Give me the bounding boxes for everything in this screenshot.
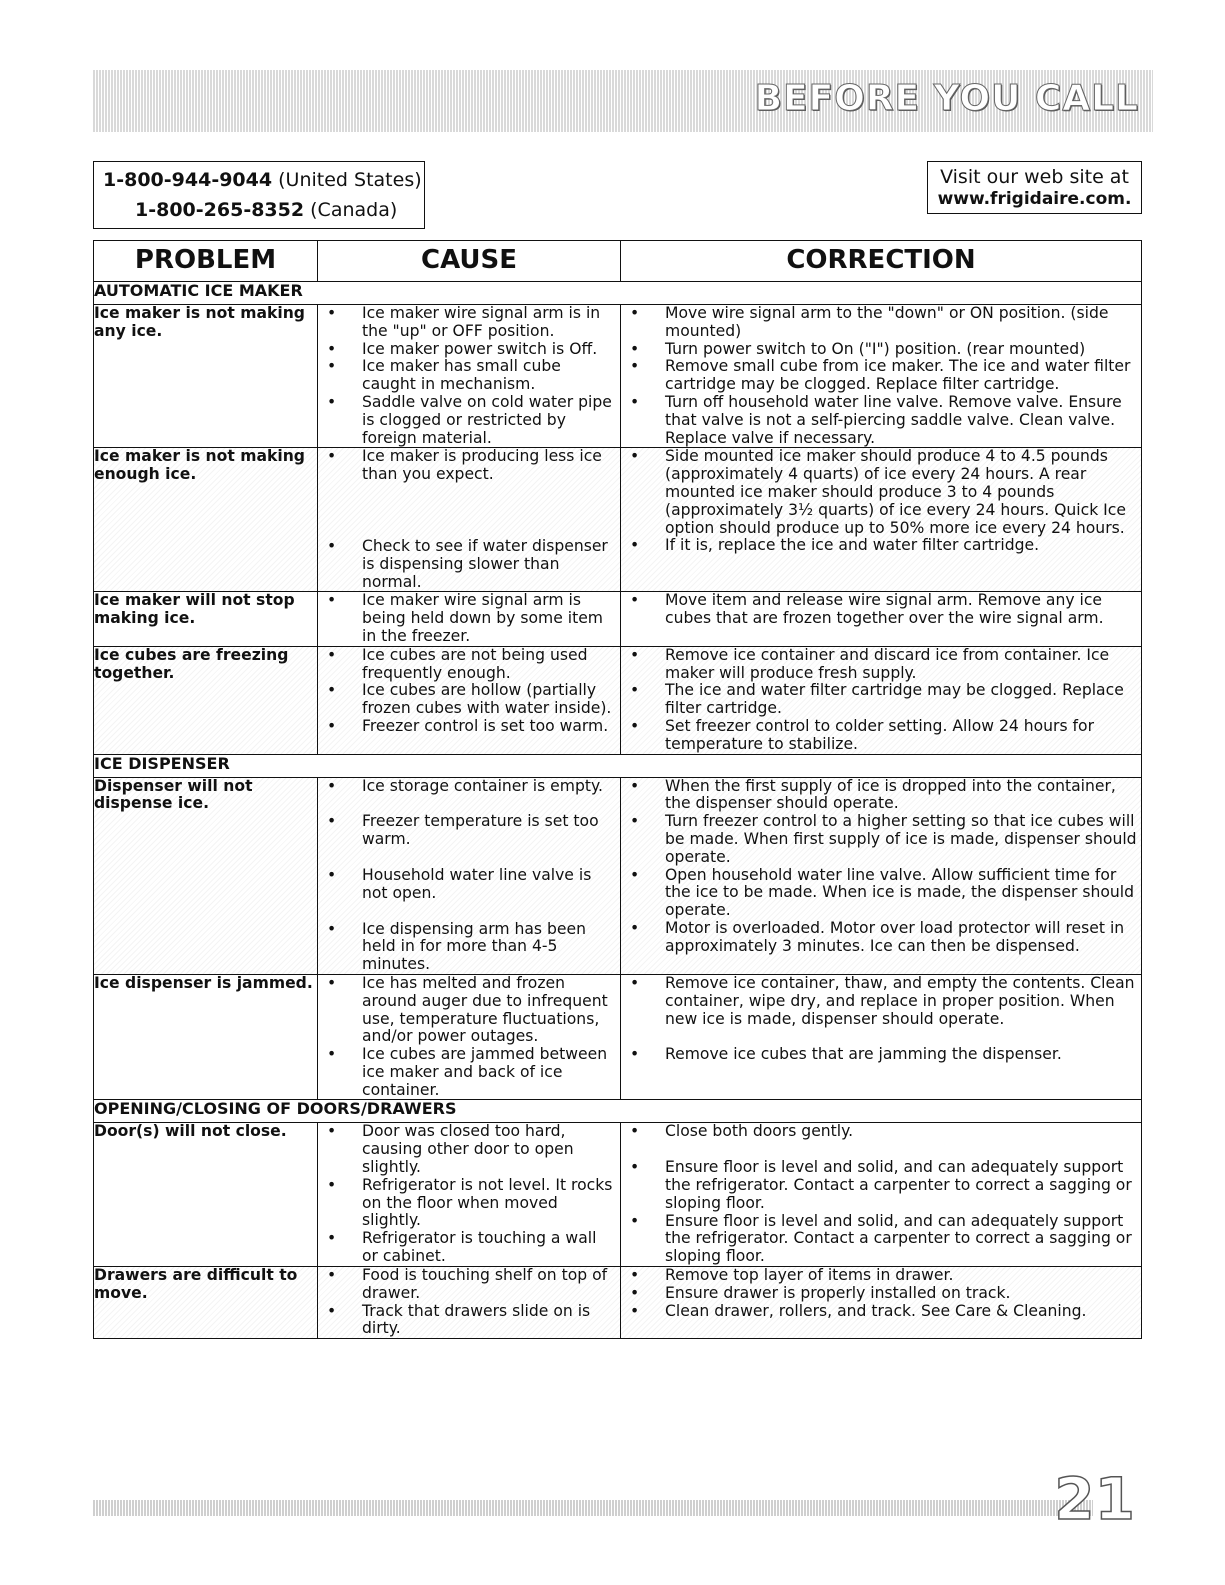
- problem-cell: Ice maker is not making any ice.: [94, 305, 318, 448]
- correction-item: • Open household water line valve. Allow sufficient time for the ice to be made. When ice is made, the dispenser should operate.: [621, 867, 1141, 920]
- website-caption: Visit our web site at: [940, 166, 1129, 188]
- cause-cell: [318, 592, 621, 646]
- header-banner: [93, 70, 1153, 132]
- correction-cell: [621, 1267, 1142, 1339]
- correction-item: • Side mounted ice maker should produce 4 to 4.5 pounds (approximately 4 quarts) of ice every 24 hours. A rear mounted ice maker should produce 3 to 4 pounds (approximately 3½ quarts) of ice every 24 hours. Quick Ice option should produce up to 50% more ice every 24 hours.: [621, 448, 1141, 537]
- section-ice-dispenser: ICE DISPENSER: [94, 754, 1142, 777]
- correction-item: • Remove top layer of items in drawer.: [621, 1267, 1141, 1285]
- website-link[interactable]: www.frigidaire.com.: [937, 189, 1132, 209]
- page-number: 21: [1054, 1465, 1135, 1533]
- correction-item: • Remove ice container and discard ice from container. Ice maker will produce fresh supply.: [621, 647, 1141, 683]
- section-row: [94, 1100, 1142, 1123]
- problem-header: PROBLEM: [94, 241, 318, 282]
- correction-item: • Ensure drawer is properly installed on track.: [621, 1285, 1141, 1303]
- correction-item: • Clean drawer, rollers, and track. See Care & Cleaning.: [621, 1303, 1141, 1321]
- correction-item: • Turn off household water line valve. Remove valve. Ensure that valve is not a self-piercing saddle valve. Clean valve. Replace valve if necessary.: [621, 394, 1141, 447]
- table-row: [94, 646, 1142, 754]
- problem-cell: Door(s) will not close.: [94, 1123, 318, 1267]
- cause-item: • Door was closed too hard, causing other door to open slightly.: [318, 1123, 620, 1176]
- correction-cell: [621, 646, 1142, 754]
- us-phone-label: (United States): [278, 169, 422, 191]
- cause-cell: [318, 305, 621, 448]
- correction-item: • Turn freezer control to a higher setting so that ice cubes will be made. When first supply of ice is made, dispenser should operate.: [621, 813, 1141, 866]
- correction-item: • Motor is overloaded. Motor over load protector will reset in approximately 3 minutes. Ice can then be dispensed.: [621, 920, 1141, 956]
- section-doors-drawers: OPENING/CLOSING OF DOORS/DRAWERS: [94, 1100, 1142, 1123]
- cause-item: • Freezer temperature is set too warm.: [318, 813, 620, 849]
- cause-item: • Ice cubes are jammed between ice maker and back of ice container.: [318, 1046, 620, 1099]
- correction-item: • Remove ice container, thaw, and empty the contents. Clean container, wipe dry, and replace in proper position. When new ice is made, dispenser should operate.: [621, 975, 1141, 1028]
- problem-cell: Ice maker will not stop making ice.: [94, 592, 318, 646]
- cause-item: • Saddle valve on cold water pipe is clogged or restricted by foreign material.: [318, 394, 620, 447]
- cause-cell: [318, 1123, 621, 1267]
- correction-item: • Remove small cube from ice maker. The ice and water filter cartridge may be clogged. Replace filter cartridge.: [621, 358, 1141, 394]
- cause-item: • Ice maker is producing less ice than you expect.: [318, 448, 620, 484]
- correction-header: CORRECTION: [621, 241, 1142, 282]
- section-ice-maker: AUTOMATIC ICE MAKER: [94, 282, 1142, 305]
- website-box: [927, 161, 1142, 214]
- problem-cell: Drawers are difficult to move.: [94, 1267, 318, 1339]
- section-row: [94, 754, 1142, 777]
- cause-item: • Ice has melted and frozen around auger due to infrequent use, temperature fluctuations, and/or power outages.: [318, 975, 620, 1046]
- ca-phone-line: [135, 199, 397, 221]
- table-row: [94, 777, 1142, 974]
- correction-item: • When the first supply of ice is dropped into the container, the dispenser should operate.: [621, 778, 1141, 814]
- correction-item: • Ensure floor is level and solid, and can adequately support the refrigerator. Contact a carpenter to correct a sagging or sloping floor.: [621, 1213, 1141, 1266]
- phone-box: [93, 161, 425, 229]
- cause-header: CAUSE: [318, 241, 621, 282]
- cause-item: • Refrigerator is touching a wall or cabinet.: [318, 1230, 620, 1266]
- header-row: [94, 241, 1142, 282]
- correction-item: • If it is, replace the ice and water filter cartridge.: [621, 537, 1141, 555]
- correction-cell: [621, 1123, 1142, 1267]
- ca-phone-number: 1-800-265-8352: [135, 199, 305, 221]
- troubleshooting-table: [93, 240, 1142, 1339]
- cause-cell: [318, 1267, 621, 1339]
- cause-item: • Food is touching shelf on top of drawer.: [318, 1267, 620, 1303]
- cause-cell: [318, 974, 621, 1100]
- correction-cell: [621, 305, 1142, 448]
- correction-item: • Close both doors gently.: [621, 1123, 1141, 1141]
- table-row: [94, 1267, 1142, 1339]
- ca-phone-label: (Canada): [310, 199, 398, 221]
- problem-cell: Dispenser will not dispense ice.: [94, 777, 318, 974]
- cause-item: • Ice cubes are hollow (partially frozen cubes with water inside).: [318, 682, 620, 718]
- cause-item: • Freezer control is set too warm.: [318, 718, 620, 736]
- correction-item: • Ensure floor is level and solid, and can adequately support the refrigerator. Contact a carpenter to correct a sagging or sloping floor.: [621, 1159, 1141, 1212]
- section-row: [94, 282, 1142, 305]
- table-row: [94, 448, 1142, 592]
- correction-cell: [621, 777, 1142, 974]
- cause-item: • Ice cubes are not being used frequently enough.: [318, 647, 620, 683]
- table-row: [94, 305, 1142, 448]
- correction-item: • Set freezer control to colder setting. Allow 24 hours for temperature to stabilize.: [621, 718, 1141, 754]
- cause-item: • Ice maker wire signal arm is in the "up" or OFF position.: [318, 305, 620, 341]
- us-phone-line: [103, 169, 422, 191]
- cause-item: • Ice storage container is empty.: [318, 778, 620, 796]
- correction-item: • Move wire signal arm to the "down" or ON position. (side mounted): [621, 305, 1141, 341]
- cause-item: • Refrigerator is not level. It rocks on the floor when moved slightly.: [318, 1177, 620, 1230]
- cause-item: • Track that drawers slide on is dirty.: [318, 1303, 620, 1339]
- correction-item: • Turn power switch to On ("I") position. (rear mounted): [621, 341, 1141, 359]
- cause-cell: [318, 646, 621, 754]
- footer-bar: [93, 1500, 1093, 1516]
- cause-item: • Ice dispensing arm has been held in for more than 4-5 minutes.: [318, 921, 620, 974]
- cause-item: • Ice maker power switch is Off.: [318, 341, 620, 359]
- problem-cell: Ice maker is not making enough ice.: [94, 448, 318, 592]
- cause-item: • Ice maker has small cube caught in mechanism.: [318, 358, 620, 394]
- cause-cell: [318, 448, 621, 592]
- us-phone-number: 1-800-944-9044: [103, 169, 273, 191]
- correction-item: • Remove ice cubes that are jamming the dispenser.: [621, 1046, 1141, 1064]
- table-row: [94, 1123, 1142, 1267]
- correction-cell: [621, 448, 1142, 592]
- cause-item: • Ice maker wire signal arm is being held down by some item in the freezer.: [318, 592, 620, 645]
- page-title: BEFORE YOU CALL: [754, 78, 1139, 119]
- table-row: [94, 592, 1142, 646]
- table-row: [94, 974, 1142, 1100]
- correction-cell: [621, 974, 1142, 1100]
- correction-item: • Move item and release wire signal arm. Remove any ice cubes that are frozen together over the wire signal arm.: [621, 592, 1141, 628]
- cause-cell: [318, 777, 621, 974]
- problem-cell: Ice cubes are freezing together.: [94, 646, 318, 754]
- problem-cell: Ice dispenser is jammed.: [94, 974, 318, 1100]
- cause-item: • Check to see if water dispenser is dispensing slower than normal.: [318, 538, 620, 591]
- correction-item: • The ice and water filter cartridge may be clogged. Replace filter cartridge.: [621, 682, 1141, 718]
- correction-cell: [621, 592, 1142, 646]
- cause-item: • Household water line valve is not open.: [318, 867, 620, 903]
